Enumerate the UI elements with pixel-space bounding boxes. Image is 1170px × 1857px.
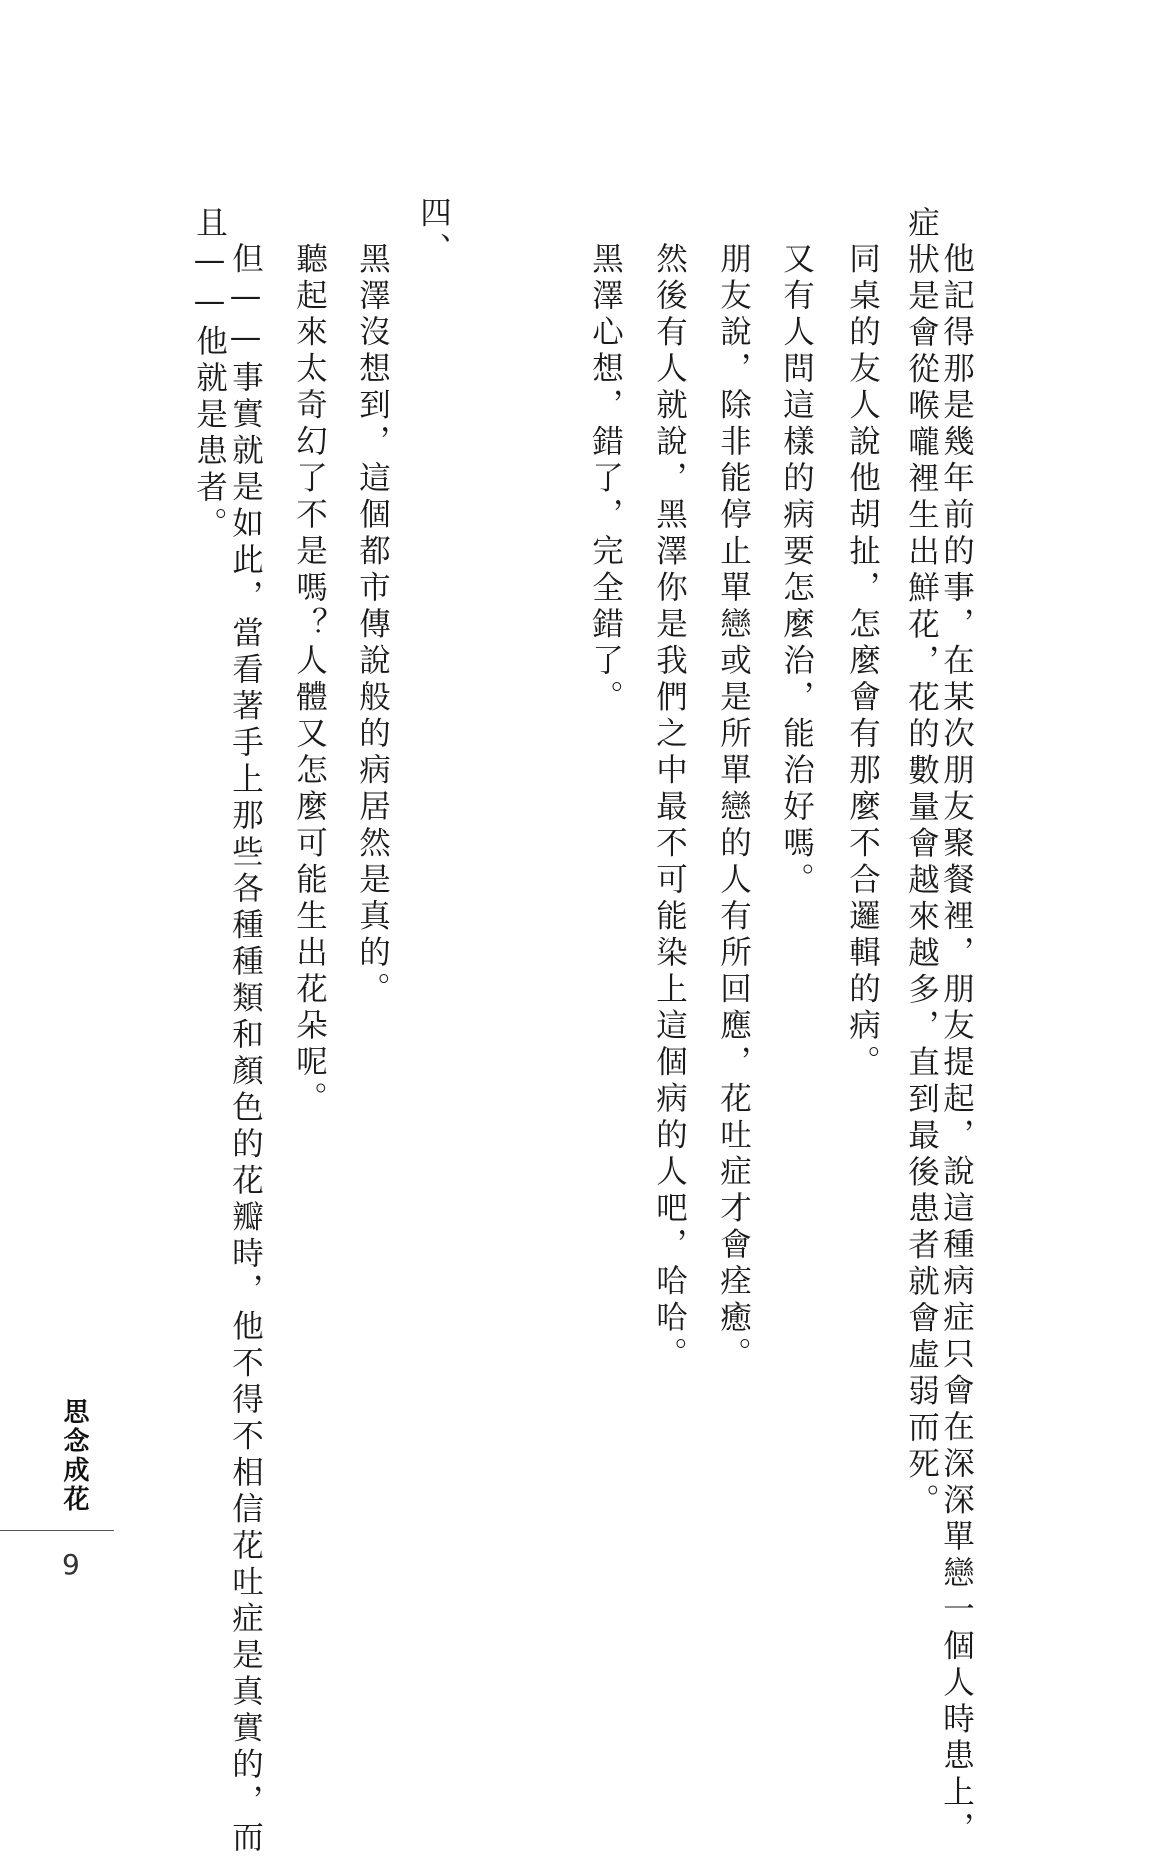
text-column-4: 又有人問這樣的病要怎麼治，能治好嗎。 <box>778 242 815 899</box>
text-column-1: 他記得那是幾年前的事，在某次朋友聚餐裡，朋友提起，說這種病症只會在深深單戀一個人時患上， <box>938 242 975 1848</box>
text-column-9: 聽起來太奇幻了不是嗎？人體又怎麼可能生出花朵呢。 <box>291 242 328 1118</box>
text-column-6: 然後有人就說，黑澤你是我們之中最不可能染上這個病的人吧，哈哈。 <box>651 242 688 1374</box>
footer-divider <box>0 1530 114 1531</box>
text-column-10: 但——事實就是如此，當看著手上那些各種種類和顏色的花瓣時，他不得不相信花吐症是真實的，而 <box>227 242 264 1857</box>
text-column-2: 症狀是會從喉嚨裡生出鮮花，花的數量會越來越多，直到最後患者就會虛弱而死。 <box>903 206 940 1520</box>
text-column-7: 黑澤心想，錯了，完全錯了。 <box>587 242 624 717</box>
page-number: 9 <box>62 1548 80 1581</box>
section-heading: 四、 <box>415 196 452 269</box>
text-column-3: 同桌的友人說他胡扯，怎麼會有那麼不合邏輯的病。 <box>844 242 881 1082</box>
book-title: 思念成花 <box>59 1398 89 1514</box>
text-column-11: 且——他就是患者。 <box>191 206 228 544</box>
text-column-8: 黑澤沒想到，這個都市傳說般的病居然是真的。 <box>354 242 391 1009</box>
text-column-5: 朋友說，除非能停止單戀或是所單戀的人有所回應，花吐症才會痊癒。 <box>715 242 752 1374</box>
